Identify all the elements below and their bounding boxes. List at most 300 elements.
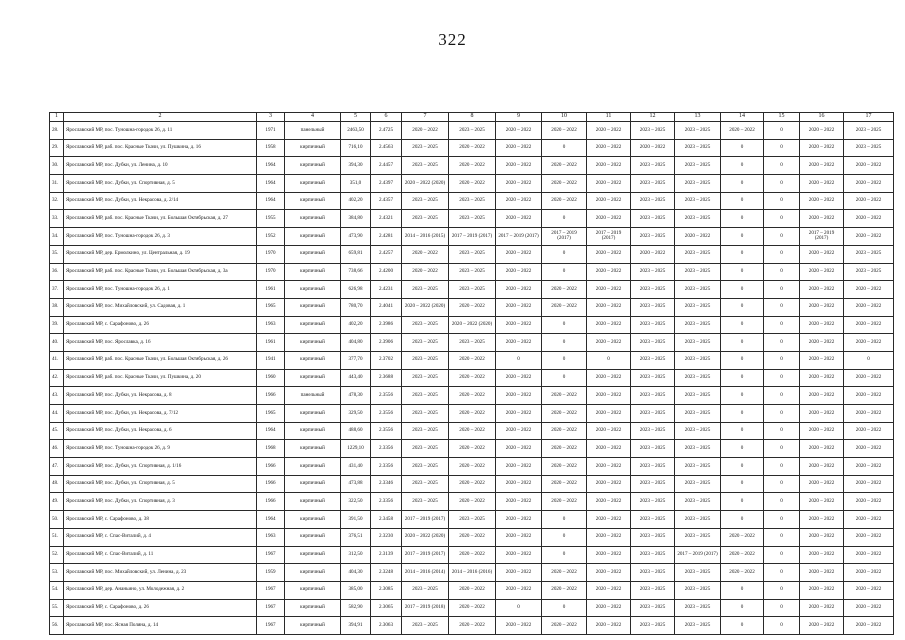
period-col-9-cell: 2020 – 2022 bbox=[496, 440, 542, 458]
period-col-16-cell: 2020 – 2022 bbox=[800, 475, 844, 493]
period-col-15-cell: 0 bbox=[764, 245, 800, 263]
period-col-8-cell: 2020 – 2022 bbox=[449, 351, 496, 369]
area-cell: 329,50 bbox=[341, 405, 371, 423]
period-col-13-cell: 2023 – 2025 bbox=[675, 316, 721, 334]
row-number-cell: 53. bbox=[50, 564, 64, 582]
period-col-12-cell: 2023 – 2025 bbox=[631, 599, 675, 617]
row-number-cell: 56. bbox=[50, 617, 64, 635]
period-col-8-cell: 2020 – 2022 bbox=[449, 157, 496, 175]
period-col-14-cell: 0 bbox=[721, 493, 764, 511]
table-row bbox=[50, 139, 894, 157]
period-col-17-cell: 2020 – 2022 bbox=[844, 175, 894, 193]
table-row bbox=[50, 458, 894, 476]
index-cell: 2.3906 bbox=[371, 334, 402, 352]
address-cell: Ярославский МР, раб. пос. Красные Ткачи, ул. Большая Октябрьская, д. 3а bbox=[64, 263, 257, 281]
wall-material-cell: кирпичный bbox=[285, 316, 341, 334]
period-col-13-cell: 2023 – 2025 bbox=[675, 493, 721, 511]
period-col-9-cell: 2020 – 2022 bbox=[496, 475, 542, 493]
area-cell: 626,98 bbox=[341, 281, 371, 299]
table-row bbox=[50, 157, 894, 175]
row-number-cell: 39. bbox=[50, 316, 64, 334]
period-col-10-cell: 0 bbox=[542, 334, 587, 352]
year-built-cell: 1963 bbox=[257, 316, 285, 334]
area-cell: 385,00 bbox=[341, 581, 371, 599]
period-col-13-cell: 2023 – 2025 bbox=[675, 599, 721, 617]
period-col-7-cell: 2020 – 2022 bbox=[402, 245, 449, 263]
address-cell: Ярославский МР, пос. Туношна-городок 26, д. 11 bbox=[64, 122, 257, 140]
address-cell: Ярославский МР, с. Сарафоново, д. 38 bbox=[64, 511, 257, 529]
period-col-10-cell: 2020 – 2022 bbox=[542, 192, 587, 210]
period-col-12-cell: 2023 – 2025 bbox=[631, 228, 675, 246]
area-cell: 376,51 bbox=[341, 528, 371, 546]
period-col-15-cell: 0 bbox=[764, 405, 800, 423]
period-col-11-cell: 2020 – 2022 bbox=[587, 387, 631, 405]
period-col-9-cell: 2020 – 2022 bbox=[496, 281, 542, 299]
period-col-10-cell: 0 bbox=[542, 599, 587, 617]
period-col-15-cell: 0 bbox=[764, 546, 800, 564]
year-built-cell: 1967 bbox=[257, 546, 285, 564]
period-col-8-cell: 2023 – 2025 bbox=[449, 281, 496, 299]
row-number-cell: 52. bbox=[50, 546, 64, 564]
period-col-17-cell: 2020 – 2022 bbox=[844, 617, 894, 635]
year-built-cell: 1961 bbox=[257, 334, 285, 352]
wall-material-cell: кирпичный bbox=[285, 599, 341, 617]
row-number-cell: 38. bbox=[50, 298, 64, 316]
column-header-9: 9 bbox=[496, 113, 542, 122]
period-col-10-cell: 2020 – 2022 bbox=[542, 617, 587, 635]
period-col-8-cell: 2020 – 2022 bbox=[449, 405, 496, 423]
period-col-11-cell: 2020 – 2022 bbox=[587, 298, 631, 316]
area-cell: 402,20 bbox=[341, 316, 371, 334]
period-col-17-cell: 0 bbox=[844, 351, 894, 369]
table-row bbox=[50, 475, 894, 493]
row-number-cell: 42. bbox=[50, 369, 64, 387]
period-col-9-cell: 2020 – 2022 bbox=[496, 617, 542, 635]
period-col-12-cell: 2023 – 2025 bbox=[631, 210, 675, 228]
period-col-8-cell: 2020 – 2022 bbox=[449, 175, 496, 193]
year-built-cell: 1941 bbox=[257, 351, 285, 369]
period-col-11-cell: 2020 – 2022 bbox=[587, 245, 631, 263]
area-cell: 582,90 bbox=[341, 599, 371, 617]
period-col-17-cell: 2020 – 2022 bbox=[844, 228, 894, 246]
index-cell: 2.3556 bbox=[371, 422, 402, 440]
period-col-12-cell: 2023 – 2025 bbox=[631, 617, 675, 635]
period-col-15-cell: 0 bbox=[764, 581, 800, 599]
period-col-7-cell: 2023 – 2025 bbox=[402, 387, 449, 405]
period-col-13-cell: 2023 – 2025 bbox=[675, 369, 721, 387]
table-row bbox=[50, 599, 894, 617]
period-col-14-cell: 0 bbox=[721, 458, 764, 476]
period-col-11-cell: 2020 – 2022 bbox=[587, 528, 631, 546]
row-number-cell: 55. bbox=[50, 599, 64, 617]
period-col-10-cell: 2020 – 2022 bbox=[542, 175, 587, 193]
row-number-cell: 44. bbox=[50, 405, 64, 423]
period-col-11-cell: 2020 – 2022 bbox=[587, 192, 631, 210]
period-col-12-cell: 2023 – 2025 bbox=[631, 546, 675, 564]
period-col-12-cell: 2023 – 2025 bbox=[631, 387, 675, 405]
period-col-10-cell: 2017 – 2019 (2017) bbox=[542, 228, 587, 246]
period-col-13-cell: 2020 – 2022 bbox=[675, 228, 721, 246]
wall-material-cell: кирпичный bbox=[285, 405, 341, 423]
period-col-13-cell: 2023 – 2025 bbox=[675, 387, 721, 405]
area-cell: 1229,10 bbox=[341, 440, 371, 458]
area-cell: 443,40 bbox=[341, 369, 371, 387]
period-col-17-cell: 2020 – 2022 bbox=[844, 334, 894, 352]
period-col-11-cell: 2020 – 2022 bbox=[587, 263, 631, 281]
period-col-10-cell: 0 bbox=[542, 139, 587, 157]
period-col-13-cell: 2023 – 2025 bbox=[675, 157, 721, 175]
period-col-16-cell: 2020 – 2022 bbox=[800, 422, 844, 440]
period-col-15-cell: 0 bbox=[764, 122, 800, 140]
period-col-14-cell: 0 bbox=[721, 281, 764, 299]
period-col-12-cell: 2020 – 2022 bbox=[631, 139, 675, 157]
period-col-15-cell: 0 bbox=[764, 458, 800, 476]
address-cell: Ярославский МР, с. Спас-Виталий, д. 4 bbox=[64, 528, 257, 546]
period-col-12-cell: 2023 – 2025 bbox=[631, 564, 675, 582]
table-row bbox=[50, 192, 894, 210]
capital-repair-schedule-table bbox=[49, 112, 894, 635]
period-col-12-cell: 2023 – 2025 bbox=[631, 122, 675, 140]
period-col-13-cell: 2023 – 2025 bbox=[675, 192, 721, 210]
period-col-8-cell: 2020 – 2022 (2020) bbox=[449, 316, 496, 334]
period-col-9-cell: 2017 – 2019 (2017) bbox=[496, 228, 542, 246]
index-cell: 2.4281 bbox=[371, 228, 402, 246]
period-col-17-cell: 2020 – 2022 bbox=[844, 298, 894, 316]
period-col-9-cell: 0 bbox=[496, 351, 542, 369]
index-cell: 2.3356 bbox=[371, 440, 402, 458]
wall-material-cell: кирпичный bbox=[285, 369, 341, 387]
index-cell: 2.4257 bbox=[371, 245, 402, 263]
period-col-12-cell: 2023 – 2025 bbox=[631, 351, 675, 369]
period-col-11-cell: 2020 – 2022 bbox=[587, 316, 631, 334]
period-col-10-cell: 2020 – 2022 bbox=[542, 157, 587, 175]
address-cell: Ярославский МР, пос. Дубки, ул. Спортивная, д. 5 bbox=[64, 475, 257, 493]
year-built-cell: 1968 bbox=[257, 440, 285, 458]
header-row bbox=[50, 113, 894, 122]
period-col-11-cell: 0 bbox=[587, 351, 631, 369]
period-col-7-cell: 2023 – 2025 bbox=[402, 405, 449, 423]
row-number-cell: 54. bbox=[50, 581, 64, 599]
period-col-12-cell: 2023 – 2025 bbox=[631, 493, 675, 511]
period-col-17-cell: 2020 – 2022 bbox=[844, 157, 894, 175]
table-row bbox=[50, 369, 894, 387]
row-number-cell: 40. bbox=[50, 334, 64, 352]
period-col-17-cell: 2020 – 2022 bbox=[844, 440, 894, 458]
column-header-13: 13 bbox=[675, 113, 721, 122]
wall-material-cell: кирпичный bbox=[285, 263, 341, 281]
period-col-8-cell: 2023 – 2025 bbox=[449, 210, 496, 228]
area-cell: 431,40 bbox=[341, 458, 371, 476]
period-col-14-cell: 0 bbox=[721, 175, 764, 193]
column-header-10: 10 bbox=[542, 113, 587, 122]
period-col-16-cell: 2020 – 2022 bbox=[800, 369, 844, 387]
period-col-15-cell: 0 bbox=[764, 422, 800, 440]
wall-material-cell: кирпичный bbox=[285, 475, 341, 493]
wall-material-cell: кирпичный bbox=[285, 564, 341, 582]
period-col-9-cell: 2020 – 2022 bbox=[496, 245, 542, 263]
address-cell: Ярославский МР, пос. Дубки, ул. Ленина, д. 10 bbox=[64, 157, 257, 175]
period-col-16-cell: 2020 – 2022 bbox=[800, 387, 844, 405]
period-col-7-cell: 2023 – 2025 bbox=[402, 617, 449, 635]
area-cell: 659,81 bbox=[341, 245, 371, 263]
period-col-9-cell: 2020 – 2022 bbox=[496, 422, 542, 440]
period-col-11-cell: 2020 – 2022 bbox=[587, 157, 631, 175]
period-col-7-cell: 2023 – 2025 bbox=[402, 351, 449, 369]
period-col-17-cell: 2023 – 2025 bbox=[844, 139, 894, 157]
period-col-15-cell: 0 bbox=[764, 511, 800, 529]
period-col-11-cell: 2020 – 2022 bbox=[587, 493, 631, 511]
table-row bbox=[50, 175, 894, 193]
year-built-cell: 1952 bbox=[257, 228, 285, 246]
period-col-10-cell: 2020 – 2022 bbox=[542, 475, 587, 493]
period-col-16-cell: 2020 – 2022 bbox=[800, 599, 844, 617]
period-col-7-cell: 2017 – 2019 (2017) bbox=[402, 546, 449, 564]
wall-material-cell: кирпичный bbox=[285, 175, 341, 193]
period-col-7-cell: 2023 – 2025 bbox=[402, 334, 449, 352]
period-col-12-cell: 2023 – 2025 bbox=[631, 422, 675, 440]
period-col-13-cell: 2023 – 2025 bbox=[675, 351, 721, 369]
wall-material-cell: кирпичный bbox=[285, 511, 341, 529]
column-header-2: 2 bbox=[64, 113, 257, 122]
year-built-cell: 1961 bbox=[257, 281, 285, 299]
address-cell: Ярославский МР, пос. Ярославка, д. 16 bbox=[64, 334, 257, 352]
period-col-10-cell: 2020 – 2022 bbox=[542, 581, 587, 599]
wall-material-cell: кирпичный bbox=[285, 493, 341, 511]
table-row bbox=[50, 351, 894, 369]
wall-material-cell: кирпичный bbox=[285, 192, 341, 210]
period-col-16-cell: 2020 – 2022 bbox=[800, 245, 844, 263]
period-col-11-cell: 2020 – 2022 bbox=[587, 581, 631, 599]
address-cell: Ярославский МР, пос. Дубки, ул. Спортивная, д. 3 bbox=[64, 493, 257, 511]
table-row bbox=[50, 387, 894, 405]
period-col-12-cell: 2023 – 2025 bbox=[631, 458, 675, 476]
period-col-14-cell: 0 bbox=[721, 422, 764, 440]
period-col-16-cell: 2020 – 2022 bbox=[800, 351, 844, 369]
period-col-7-cell: 2020 – 2022 bbox=[402, 122, 449, 140]
area-cell: 738,66 bbox=[341, 263, 371, 281]
period-col-17-cell: 2020 – 2022 bbox=[844, 599, 894, 617]
page-number: 322 bbox=[438, 30, 467, 49]
period-col-17-cell: 2020 – 2022 bbox=[844, 564, 894, 582]
period-col-8-cell: 2020 – 2022 bbox=[449, 298, 496, 316]
period-col-14-cell: 0 bbox=[721, 245, 764, 263]
period-col-14-cell: 0 bbox=[721, 599, 764, 617]
address-cell: Ярославский МР, пос. Туношна-городок 26, д. 3 bbox=[64, 228, 257, 246]
table-row bbox=[50, 281, 894, 299]
period-col-15-cell: 0 bbox=[764, 528, 800, 546]
address-cell: Ярославский МР, пос. Туношна-городок 26, д. 1 bbox=[64, 281, 257, 299]
table-row bbox=[50, 122, 894, 140]
period-col-12-cell: 2023 – 2025 bbox=[631, 175, 675, 193]
period-col-16-cell: 2020 – 2022 bbox=[800, 581, 844, 599]
table-row bbox=[50, 546, 894, 564]
year-built-cell: 1960 bbox=[257, 369, 285, 387]
period-col-10-cell: 0 bbox=[542, 210, 587, 228]
row-number-cell: 35. bbox=[50, 245, 64, 263]
period-col-11-cell: 2020 – 2022 bbox=[587, 617, 631, 635]
period-col-9-cell: 2020 – 2022 bbox=[496, 528, 542, 546]
year-built-cell: 1967 bbox=[257, 599, 285, 617]
period-col-7-cell: 2023 – 2025 bbox=[402, 475, 449, 493]
row-number-cell: 47. bbox=[50, 458, 64, 476]
period-col-8-cell: 2020 – 2022 bbox=[449, 599, 496, 617]
period-col-10-cell: 0 bbox=[542, 369, 587, 387]
period-col-14-cell: 0 bbox=[721, 228, 764, 246]
row-number-cell: 30. bbox=[50, 157, 64, 175]
period-col-16-cell: 2020 – 2022 bbox=[800, 334, 844, 352]
index-cell: 2.3065 bbox=[371, 599, 402, 617]
index-cell: 2.4397 bbox=[371, 175, 402, 193]
wall-material-cell: кирпичный bbox=[285, 422, 341, 440]
period-col-8-cell: 2020 – 2022 bbox=[449, 546, 496, 564]
period-col-11-cell: 2020 – 2022 bbox=[587, 175, 631, 193]
period-col-7-cell: 2017 – 2019 (2017) bbox=[402, 511, 449, 529]
column-header-17: 17 bbox=[844, 113, 894, 122]
period-col-7-cell: 2023 – 2025 bbox=[402, 192, 449, 210]
period-col-10-cell: 0 bbox=[542, 546, 587, 564]
period-col-7-cell: 2020 – 2022 (2020) bbox=[402, 528, 449, 546]
period-col-12-cell: 2023 – 2025 bbox=[631, 316, 675, 334]
period-col-7-cell: 2023 – 2025 bbox=[402, 458, 449, 476]
index-cell: 2.4357 bbox=[371, 192, 402, 210]
period-col-15-cell: 0 bbox=[764, 493, 800, 511]
period-col-11-cell: 2020 – 2022 bbox=[587, 475, 631, 493]
year-built-cell: 1965 bbox=[257, 298, 285, 316]
period-col-11-cell: 2020 – 2022 bbox=[587, 122, 631, 140]
index-cell: 2.4725 bbox=[371, 122, 402, 140]
period-col-12-cell: 2023 – 2025 bbox=[631, 475, 675, 493]
area-cell: 351,0 bbox=[341, 175, 371, 193]
address-cell: Ярославский МР, пос. Дубки, ул. Спортивная, д. 1/16 bbox=[64, 458, 257, 476]
period-col-13-cell: 2023 – 2025 bbox=[675, 334, 721, 352]
period-col-15-cell: 0 bbox=[764, 157, 800, 175]
year-built-cell: 1966 bbox=[257, 387, 285, 405]
table-row bbox=[50, 405, 894, 423]
period-col-9-cell: 0 bbox=[496, 599, 542, 617]
period-col-17-cell: 2023 – 2025 bbox=[844, 122, 894, 140]
year-built-cell: 1966 bbox=[257, 493, 285, 511]
row-number-cell: 34. bbox=[50, 228, 64, 246]
period-col-9-cell: 2020 – 2022 bbox=[496, 493, 542, 511]
period-col-14-cell: 0 bbox=[721, 387, 764, 405]
period-col-16-cell: 2020 – 2022 bbox=[800, 316, 844, 334]
period-col-13-cell: 2023 – 2025 bbox=[675, 122, 721, 140]
wall-material-cell: кирпичный bbox=[285, 581, 341, 599]
year-built-cell: 1965 bbox=[257, 405, 285, 423]
area-cell: 404,80 bbox=[341, 334, 371, 352]
period-col-17-cell: 2020 – 2022 bbox=[844, 192, 894, 210]
period-col-12-cell: 2023 – 2025 bbox=[631, 334, 675, 352]
period-col-17-cell: 2020 – 2022 bbox=[844, 281, 894, 299]
column-header-12: 12 bbox=[631, 113, 675, 122]
period-col-17-cell: 2020 – 2022 bbox=[844, 528, 894, 546]
period-col-16-cell: 2020 – 2022 bbox=[800, 440, 844, 458]
period-col-9-cell: 2020 – 2022 bbox=[496, 298, 542, 316]
row-number-cell: 49. bbox=[50, 493, 64, 511]
period-col-11-cell: 2020 – 2022 bbox=[587, 210, 631, 228]
address-cell: Ярославский МР, с. Сарафоново, д. 26 bbox=[64, 316, 257, 334]
wall-material-cell: кирпичный bbox=[285, 617, 341, 635]
index-cell: 2.4231 bbox=[371, 281, 402, 299]
period-col-9-cell: 2020 – 2022 bbox=[496, 122, 542, 140]
index-cell: 2.4200 bbox=[371, 263, 402, 281]
period-col-9-cell: 2020 – 2022 bbox=[496, 387, 542, 405]
period-col-10-cell: 0 bbox=[542, 351, 587, 369]
address-cell: Ярославский МР, пос. Михайловский, ул. Садовая, д. 1 bbox=[64, 298, 257, 316]
year-built-cell: 1964 bbox=[257, 175, 285, 193]
column-header-3: 3 bbox=[257, 113, 285, 122]
period-col-11-cell: 2020 – 2022 bbox=[587, 599, 631, 617]
address-cell: Ярославский МР, раб. пос. Красные Ткачи, ул. Пушкина, д. 20 bbox=[64, 369, 257, 387]
period-col-14-cell: 0 bbox=[721, 298, 764, 316]
period-col-13-cell: 2023 – 2025 bbox=[675, 458, 721, 476]
period-col-17-cell: 2020 – 2022 bbox=[844, 493, 894, 511]
period-col-14-cell: 2020 – 2022 bbox=[721, 528, 764, 546]
wall-material-cell: кирпичный bbox=[285, 440, 341, 458]
period-col-14-cell: 0 bbox=[721, 511, 764, 529]
wall-material-cell: кирпичный bbox=[285, 210, 341, 228]
index-cell: 2.3230 bbox=[371, 528, 402, 546]
column-header-15: 15 bbox=[764, 113, 800, 122]
address-cell: Ярославский МР, дер. Ермолкино, ул. Центральная, д. 19 bbox=[64, 245, 257, 263]
period-col-15-cell: 0 bbox=[764, 175, 800, 193]
period-col-13-cell: 2023 – 2025 bbox=[675, 245, 721, 263]
period-col-11-cell: 2020 – 2022 bbox=[587, 139, 631, 157]
period-col-14-cell: 0 bbox=[721, 475, 764, 493]
area-cell: 473,90 bbox=[341, 228, 371, 246]
period-col-9-cell: 2020 – 2022 bbox=[496, 157, 542, 175]
period-col-7-cell: 2020 – 2022 (2020) bbox=[402, 175, 449, 193]
period-col-10-cell: 0 bbox=[542, 511, 587, 529]
period-col-14-cell: 0 bbox=[721, 157, 764, 175]
period-col-16-cell: 2020 – 2022 bbox=[800, 210, 844, 228]
year-built-cell: 1958 bbox=[257, 139, 285, 157]
period-col-7-cell: 2020 – 2022 (2020) bbox=[402, 298, 449, 316]
period-col-11-cell: 2020 – 2022 bbox=[587, 281, 631, 299]
area-cell: 402,20 bbox=[341, 192, 371, 210]
area-cell: 478,30 bbox=[341, 387, 371, 405]
area-cell: 391,50 bbox=[341, 511, 371, 529]
period-col-14-cell: 2020 – 2022 bbox=[721, 122, 764, 140]
period-col-16-cell: 2020 – 2022 bbox=[800, 511, 844, 529]
period-col-15-cell: 0 bbox=[764, 139, 800, 157]
column-header-14: 14 bbox=[721, 113, 764, 122]
period-col-13-cell: 2023 – 2025 bbox=[675, 440, 721, 458]
period-col-16-cell: 2020 – 2022 bbox=[800, 157, 844, 175]
row-number-cell: 45. bbox=[50, 422, 64, 440]
wall-material-cell: кирпичный bbox=[285, 528, 341, 546]
table-row bbox=[50, 245, 894, 263]
row-number-cell: 32. bbox=[50, 192, 64, 210]
period-col-16-cell: 2020 – 2022 bbox=[800, 281, 844, 299]
wall-material-cell: панельный bbox=[285, 387, 341, 405]
period-col-10-cell: 2020 – 2022 bbox=[542, 458, 587, 476]
year-built-cell: 1966 bbox=[257, 475, 285, 493]
period-col-15-cell: 0 bbox=[764, 369, 800, 387]
address-cell: Ярославский МР, дер. Ананьино, ул. Молодежная, д. 2 bbox=[64, 581, 257, 599]
period-col-15-cell: 0 bbox=[764, 316, 800, 334]
period-col-9-cell: 2020 – 2022 bbox=[496, 210, 542, 228]
period-col-16-cell: 2020 – 2022 bbox=[800, 564, 844, 582]
period-col-13-cell: 2023 – 2025 bbox=[675, 175, 721, 193]
year-built-cell: 1959 bbox=[257, 564, 285, 582]
period-col-8-cell: 2023 – 2025 bbox=[449, 334, 496, 352]
period-col-11-cell: 2020 – 2022 bbox=[587, 334, 631, 352]
period-col-14-cell: 0 bbox=[721, 139, 764, 157]
period-col-15-cell: 0 bbox=[764, 210, 800, 228]
period-col-7-cell: 2023 – 2025 bbox=[402, 139, 449, 157]
area-cell: 473,88 bbox=[341, 475, 371, 493]
